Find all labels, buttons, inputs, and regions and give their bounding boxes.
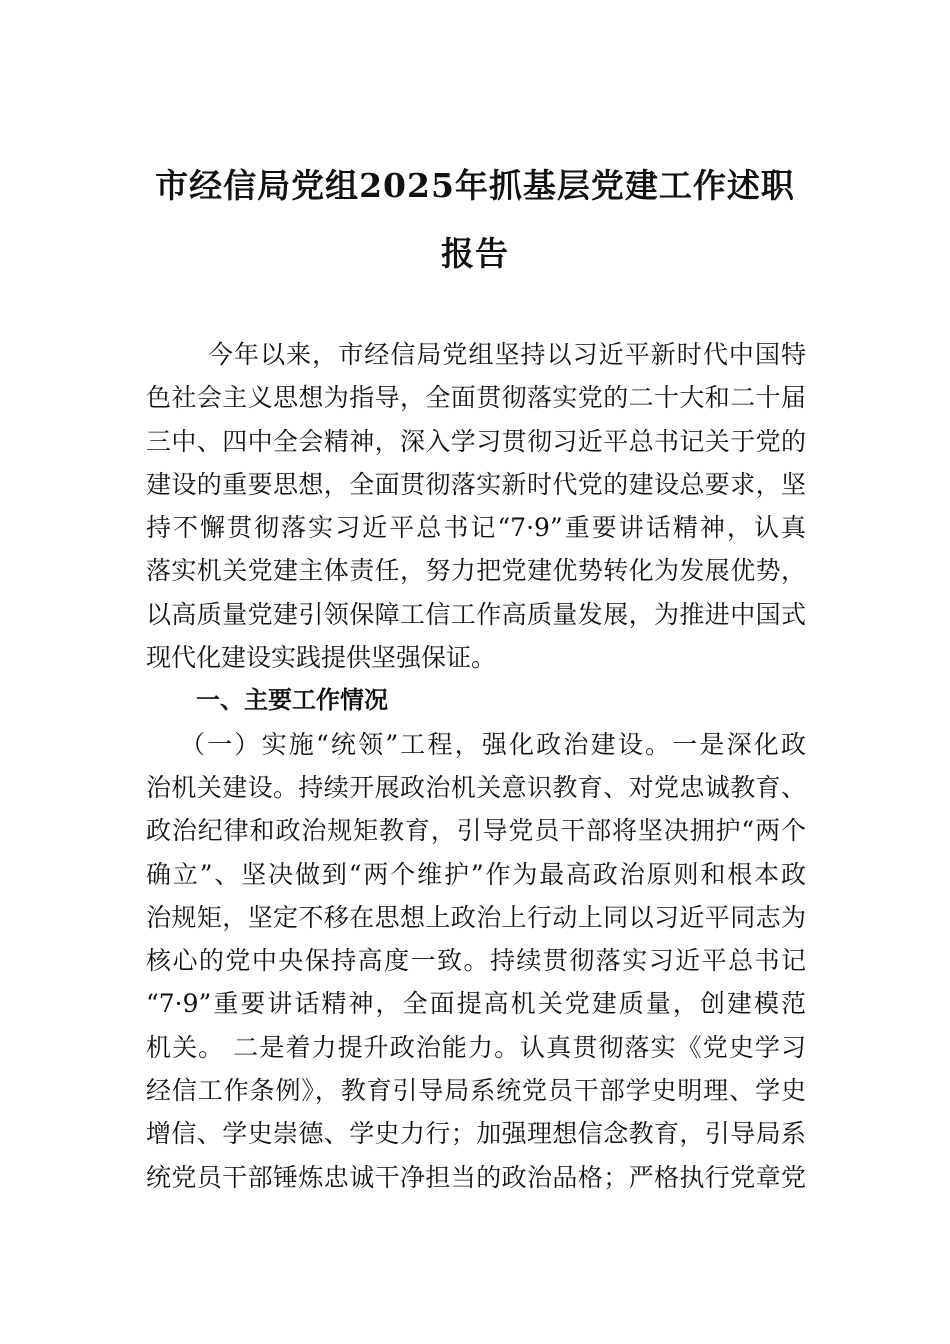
intro-line: 持不懈贯彻落实习近平总书记“7·9”重要讲话精神，认真 [146,513,806,543]
intro-line: 三中、四中全会精神，深入学习贯彻习近平总书记关于党的 [146,426,806,456]
document-body [146,333,806,1199]
document-title-line-1: 市经信局党组2025年抓基层党建工作述职 [155,166,795,205]
section-line: 确立”、坚决做到“两个维护”作为最高政治原则和根本政 [146,859,806,889]
section-heading: 一、主要工作情况 [196,686,388,715]
intro-line: 现代化建设实践提供坚强保证。 [146,643,497,673]
intro-line: 落实机关党建主体责任，努力把党建优势转化为发展优势， [146,556,806,586]
section-line: 政治纪律和政治规矩教育，引导党员干部将坚决拥护“两个 [146,816,806,846]
section-line: 治规矩，坚定不移在思想上政治上行动上同以习近平同志为 [146,902,806,932]
section-line: （一）实施“统领”工程，强化政治建设。一是深化政 [180,729,806,759]
section-line: 经信工作条例》，教育引导局系统党员干部学史明理、学史 [146,1076,806,1106]
section-line: 核心的党中央保持高度一致。持续贯彻落实习近平总书记 [146,946,806,976]
document-title-line-2: 报告 [441,234,509,273]
section-line: 治机关建设。持续开展政治机关意识教育、对党忠诚教育、 [146,772,806,802]
section-line: 统党员干部锤炼忠诚干净担当的政治品格；严格执行党章党 [146,1162,806,1192]
section-line: 增信、学史崇德、学史力行；加强理想信念教育，引导局系 [146,1119,806,1149]
section-line: 机关。 二是着力提升政治能力。认真贯彻落实《党史学习 [146,1032,806,1062]
intro-line: 建设的重要思想，全面贯彻落实新时代党的建设总要求，坚 [146,469,806,499]
intro-line: 色社会主义思想为指导，全面贯彻落实党的二十大和二十届 [146,383,806,413]
section-line: “7·9”重要讲话精神，全面提高机关党建质量，创建模范 [146,989,806,1019]
intro-line: 今年以来，市经信局党组坚持以习近平新时代中国特 [208,340,806,369]
intro-line: 以高质量党建引领保障工信工作高质量发展，为推进中国式 [146,599,806,629]
